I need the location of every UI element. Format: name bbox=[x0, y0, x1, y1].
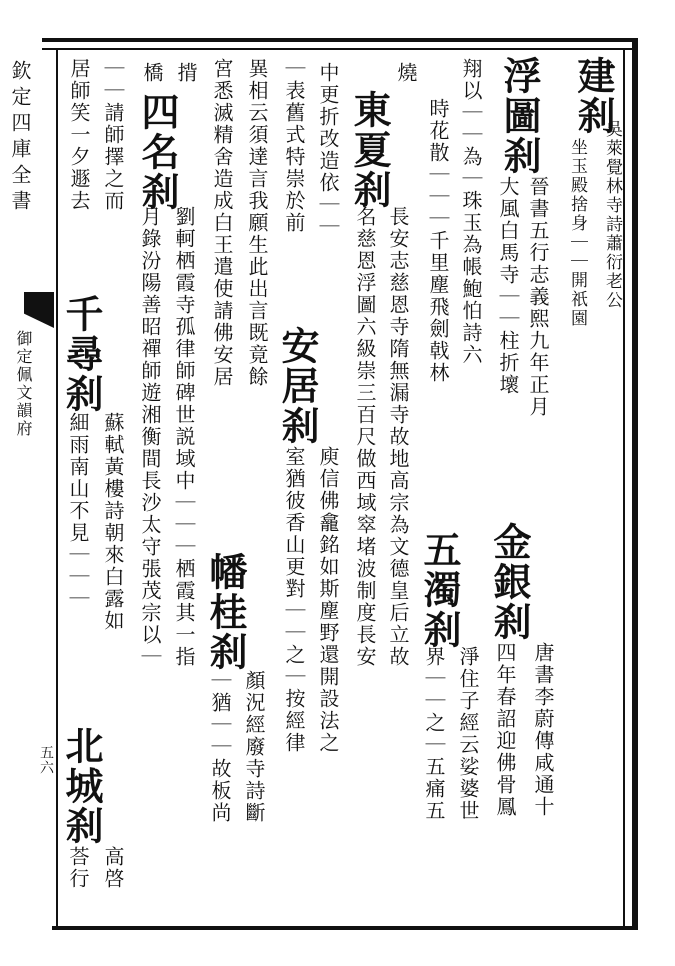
headword-column: 千尋刹 bbox=[59, 294, 104, 414]
headword-column: 東夏刹 bbox=[347, 90, 392, 210]
text-column: 劉軻栖霞寺孤律師碑世説域中｜｜｜栖霞其一指 bbox=[172, 206, 196, 668]
fishtail-mark bbox=[24, 292, 54, 328]
text-column: 唐書李蔚傳咸通十 bbox=[531, 642, 555, 818]
text-column: 居師笑一夕遯去 bbox=[67, 58, 91, 212]
text-column: 揹 bbox=[174, 62, 198, 84]
text-column: ｜表舊式特崇於前 bbox=[282, 58, 306, 234]
text-column: 庾信佛龕銘如斯塵野還開設法之 bbox=[316, 446, 340, 754]
text-column: 名慈恩浮圖六級崇三百尺做西域窣堵波制度長安 bbox=[353, 206, 377, 668]
headword-column: 建刹 bbox=[571, 56, 616, 136]
headword-column: 金銀刹 bbox=[487, 522, 532, 642]
text-column: 室猶彼香山更對｜｜之｜按經律 bbox=[282, 446, 306, 754]
text-column: 翔以｜｜為｜珠玉為帳鮑怕詩六 bbox=[459, 58, 483, 366]
headword-column: 浮圖刹 bbox=[497, 56, 542, 176]
headword-column: 北城刹 bbox=[59, 726, 104, 846]
frame-border-top-inner bbox=[42, 48, 634, 50]
headword-column: 安居刹 bbox=[275, 326, 320, 446]
text-column: 細雨南山不見｜｜｜ bbox=[66, 412, 90, 610]
text-column: 吳萊覺林寺詩蕭衍老公 bbox=[602, 120, 622, 310]
text-column: 中更折改造依｜｜ bbox=[316, 62, 340, 238]
text-column: 界｜｜之｜五痛五 bbox=[422, 646, 446, 822]
text-column: 淨住子經云娑婆世 bbox=[456, 646, 480, 822]
text-column: 月錄汾陽善昭禪師遊湘衡間長沙太守張茂宗以｜ bbox=[138, 206, 162, 668]
running-header: 欽定四庫全書 bbox=[8, 60, 32, 216]
frame-border-right bbox=[632, 38, 638, 928]
text-column: 長安志慈恩寺隋無漏寺故地高宗為文德皇后立故 bbox=[386, 206, 410, 668]
text-column: ｜猶｜｜故板尚 bbox=[208, 670, 232, 824]
text-column: 橋 bbox=[140, 62, 164, 84]
frame-border-right-inner bbox=[623, 48, 625, 926]
text-column: 大風白馬寺｜｜柱折壞 bbox=[496, 176, 520, 396]
text-column: 荅行 bbox=[66, 846, 90, 890]
text-column: 四年春詔迎佛骨鳳 bbox=[493, 642, 517, 818]
headword-column: 四名刹 bbox=[135, 92, 180, 212]
frame-border-left bbox=[56, 48, 58, 928]
text-column: ｜｜請師擇之而 bbox=[101, 58, 125, 212]
text-column: 坐玉殿捨身｜｜開祇園 bbox=[567, 138, 587, 328]
frame-border-top bbox=[42, 38, 638, 42]
text-column: 時花散｜｜｜千里塵飛劍戟林 bbox=[426, 98, 450, 384]
publisher-title: 御定佩文韻府 bbox=[14, 330, 33, 438]
text-column: 蘇軾黃樓詩朝來白露如 bbox=[101, 412, 125, 632]
headword-column: 五濁刹 bbox=[417, 530, 462, 650]
page-number: 五六 bbox=[38, 745, 54, 775]
text-column: 顏況經廢寺詩斷 bbox=[242, 670, 266, 824]
headword-column: 幡桂刹 bbox=[203, 552, 248, 672]
text-column: 燒 bbox=[394, 62, 418, 84]
text-column: 宮悉滅精舍造成白王遣使請佛安居 bbox=[210, 58, 234, 388]
text-column: 高啓 bbox=[101, 846, 125, 890]
frame-border-bottom bbox=[52, 926, 638, 930]
text-column: 晉書五行志義熙九年正月 bbox=[526, 176, 550, 418]
text-column: 異相云須達言我願生此出言既竟餘 bbox=[245, 58, 269, 388]
